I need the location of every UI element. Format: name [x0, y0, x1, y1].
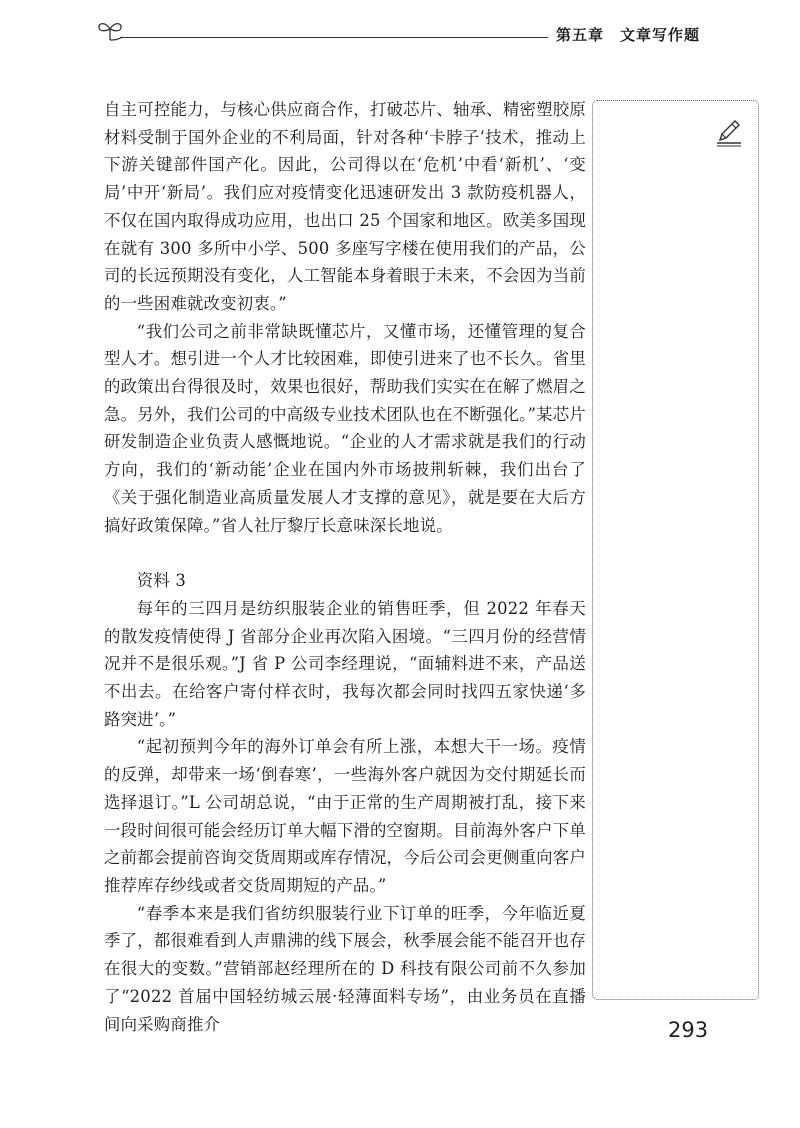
main-text [104, 96, 586, 1038]
page-header [0, 0, 800, 60]
pen-icon [714, 118, 744, 148]
paragraph-continued: 自主可控能力，与核心供应商合作，打破芯片、轴承、精密塑胶原材料受制于国外企业的不利局面，针对各种‘卡脖子’技术，推动上下游关键部件国产化。因此，公司得以在‘危机’中看‘新机’、‘变局’中开‘新局’。我们应对疫情变化迅速研发出 3 款防疫机器人，不仅在国内取得成功应用，也出口 25 个国家和地区。欧美多国现在就有 300 多所中小学、500 多座写字楼在使用我们的产品，公司的长远预期没有变化，人工智能本身着眼于未来，不会因为当前的一些困难就改变初衷。” [104, 100, 586, 313]
sprout-icon [96, 18, 124, 42]
notes-margin-box [592, 100, 759, 1000]
paragraph: “春季本来是我们省纺织服装行业下订单的旺季，今年临近夏季了，都很难看到人声鼎沸的线下展会，秋季展会能不能召开也存在很大的变数。”营销部赵经理所在的 D 科技有限公司前不久参加了“2022 首届中国轻纺城云展·轻薄面料专场”，由业务员在直播间向采购商推介 [104, 903, 586, 1034]
paragraph: “起初预判今年的海外订单会有所上涨，本想大干一场。疫情的反弹，却带来一场‘倒春寒’，一些海外客户就因为交付期延长而选择退订。”L 公司胡总说，“由于正常的生产周期被打乱，接下来一段时间很可能会经历订单大幅下滑的空窗期。目前海外客户下单之前都会提前咨询交货周期或库存情况，今后公司会更侧重向客户推荐库存纱线或者交货周期短的产品。” [104, 737, 586, 895]
paragraph: “我们公司之前非常缺既懂芯片，又懂市场，还懂管理的复合型人才。想引进一个人才比较困难，即使引进来了也不长久。省里的政策出台得很及时，效果也很好，帮助我们实实在在解了燃眉之急。另外，我们公司的中高级专业技术团队也在不断强化。”某芯片研发制造企业负责人感慨地说。“企业的人才需求就是我们的行动方向，我们的‘新动能’企业在国内外市场披荆斩棘，我们出台了《关于强化制造业高质量发展人才支撑的意见》，就是要在大后方搞好政策保障。”省人社厅黎厅长意味深长地说。 [104, 321, 586, 535]
chapter-number: 第五章 [556, 26, 605, 44]
page-number: 293 [668, 1018, 709, 1042]
header-rule [120, 37, 548, 38]
section-label: 资料 3 [136, 571, 187, 591]
paragraph: 每年的三四月是纺织服装企业的销售旺季，但 2022 年春天的散发疫情使得 J 省部分企业再次陷入困境。“三四月份的经营情况并不是很乐观。”J 省 P 公司李经理说，“面辅料进不来，产品送不出去。在给客户寄付样衣时，我每次都会同时找四五家快递‘多路突进’。” [104, 598, 586, 729]
chapter-heading [556, 24, 700, 45]
chapter-title: 文章写作题 [620, 26, 701, 44]
